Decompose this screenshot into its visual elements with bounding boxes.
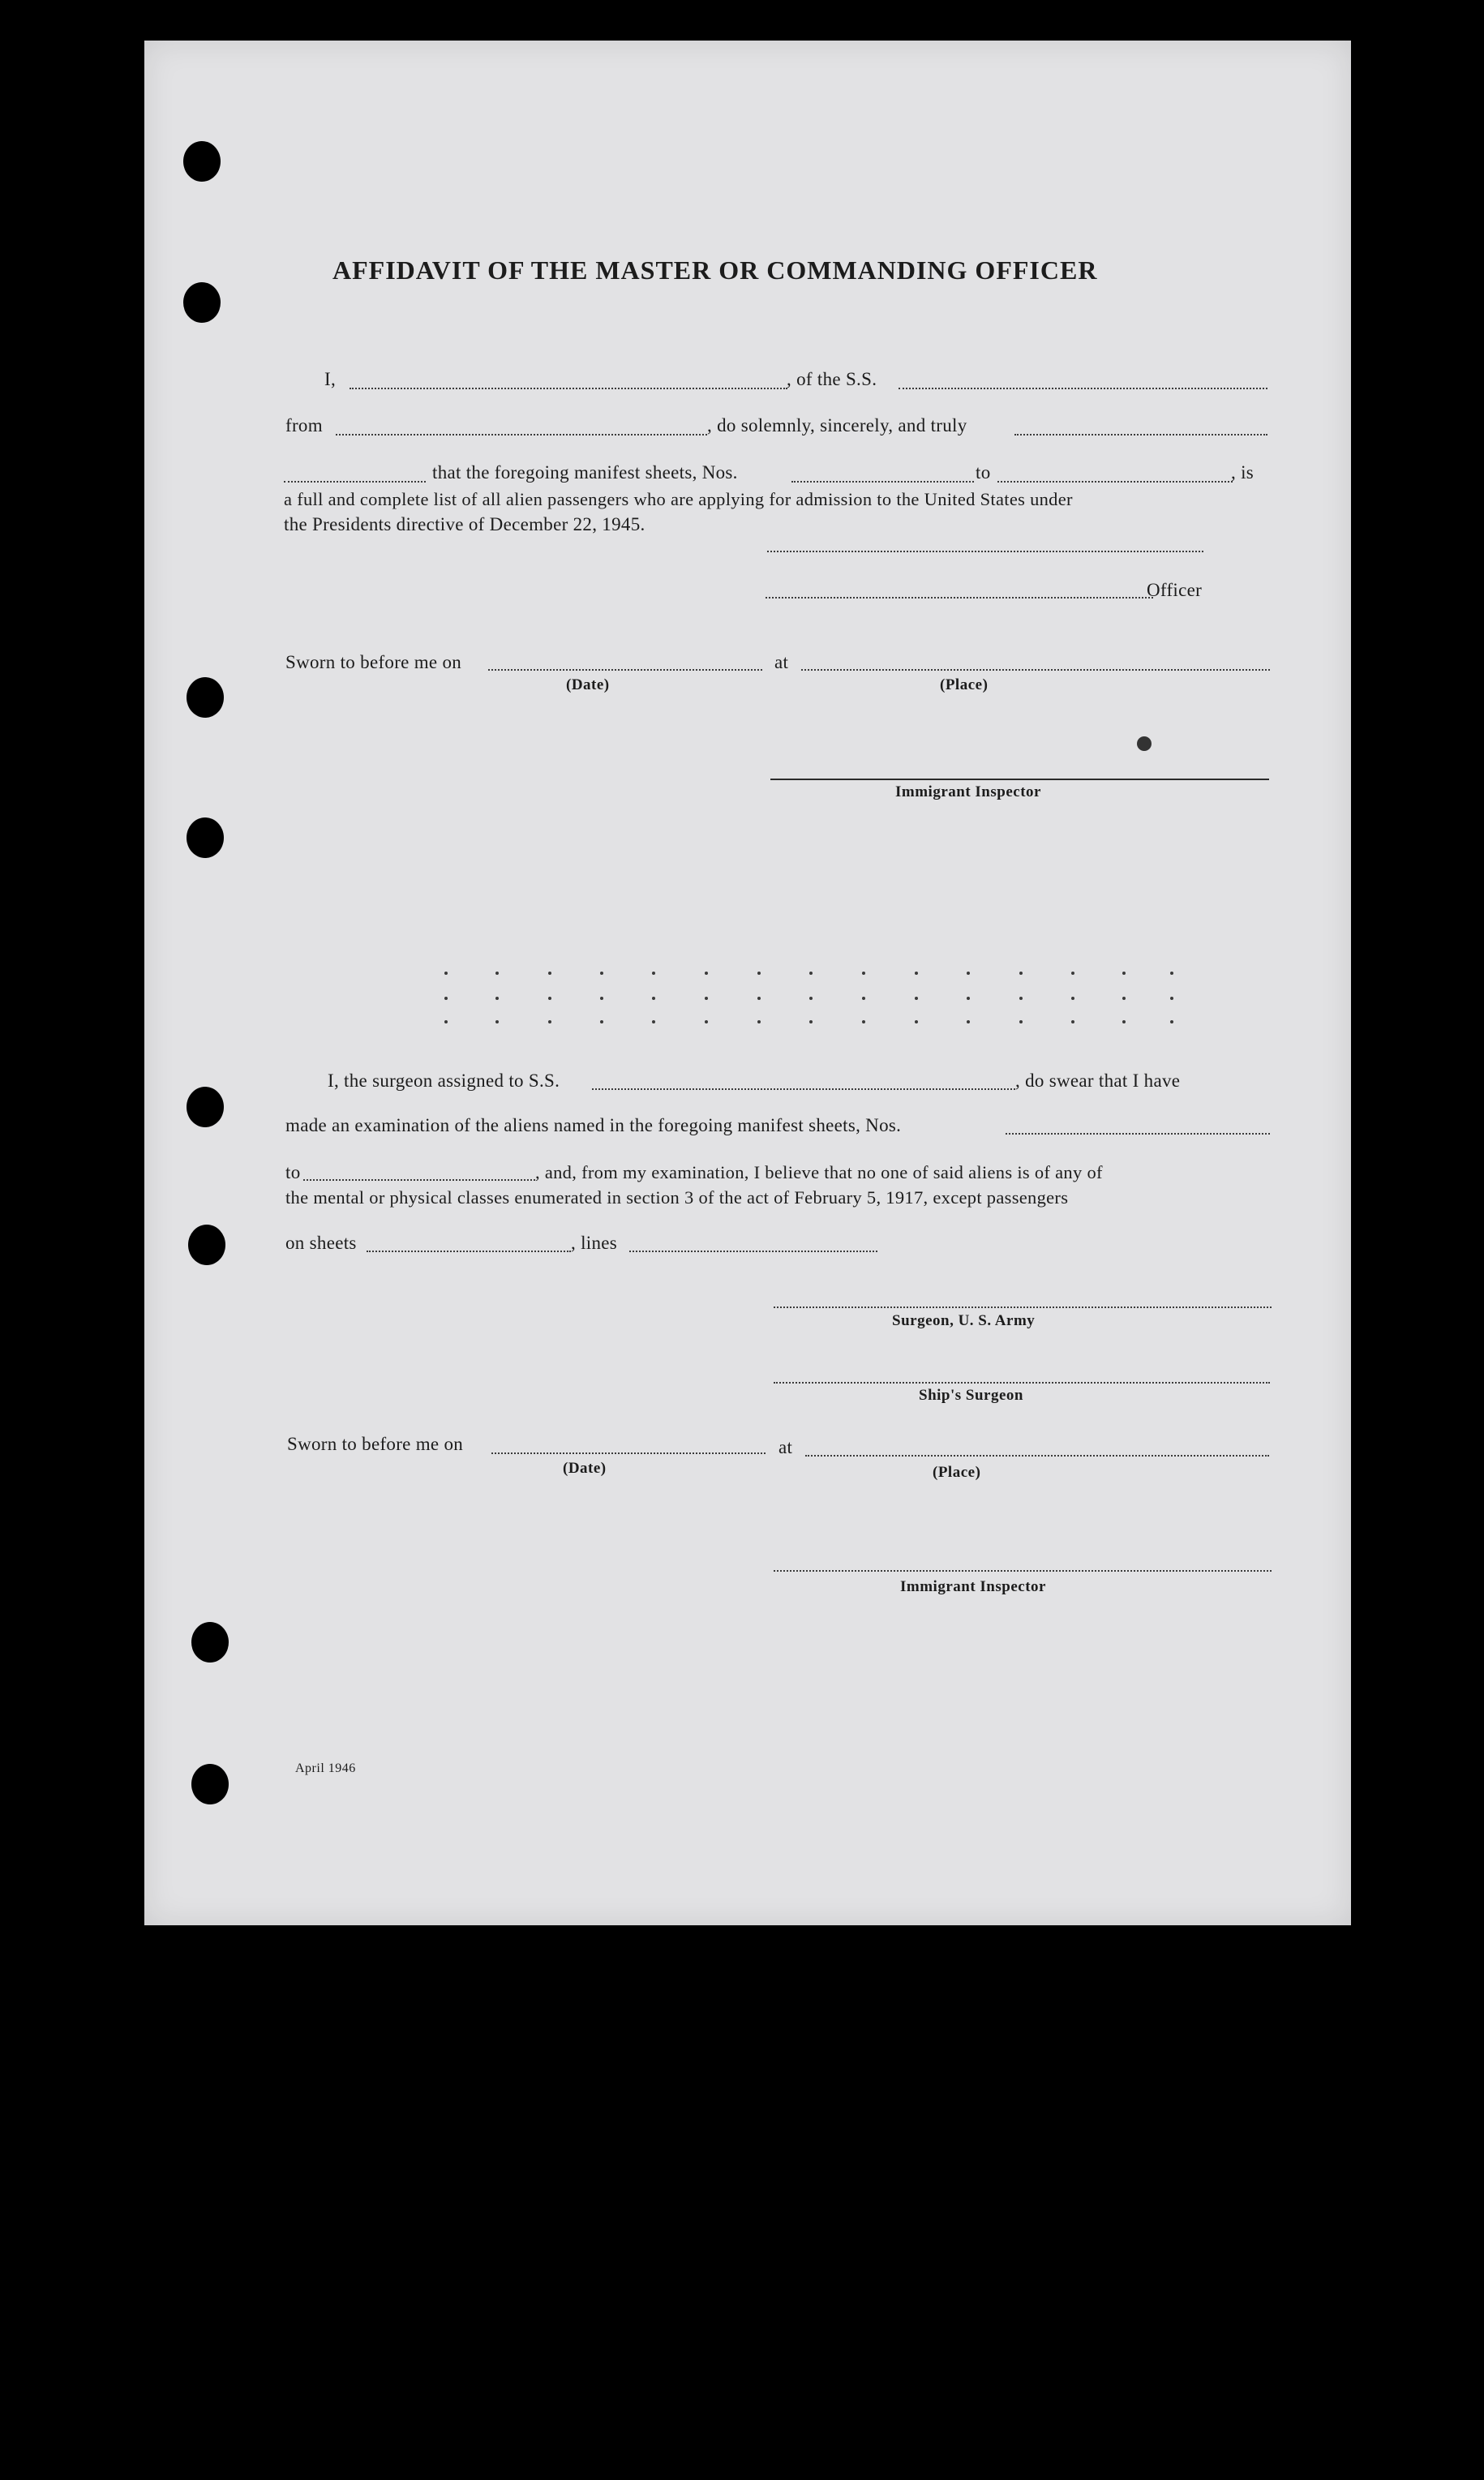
- ship-surgeon-label: Ship's Surgeon: [919, 1387, 1023, 1404]
- master-inspector-signature-line[interactable]: [770, 779, 1269, 780]
- master-line2-rest: , do solemnly, sincerely, and truly: [707, 415, 967, 436]
- ship-surgeon-signature-line[interactable]: [774, 1382, 1270, 1384]
- surgeon-place-caption: (Place): [933, 1464, 981, 1481]
- ink-blot: [1137, 736, 1152, 751]
- master-line5: the Presidents directive of December 22, 1945.: [284, 514, 645, 534]
- form-sheet: [144, 41, 1351, 1925]
- surgeon-sworn-date-field[interactable]: [491, 1452, 766, 1454]
- punch-hole: [191, 1622, 229, 1663]
- surgeon-date-caption: (Date): [563, 1460, 607, 1477]
- punch-hole: [187, 677, 224, 718]
- master-line3-to: to: [976, 462, 991, 483]
- surgeon-sheets-field[interactable]: [367, 1251, 571, 1252]
- army-surgeon-label: Surgeon, U. S. Army: [892, 1312, 1036, 1329]
- master-line1-i: I,: [324, 369, 337, 389]
- master-ship-field[interactable]: [899, 388, 1267, 389]
- surgeon-ship-field[interactable]: [592, 1088, 1015, 1090]
- surgeon-line1-a: I, the surgeon assigned to S.S.: [328, 1071, 560, 1091]
- form-revision-date: April 1946: [295, 1761, 356, 1775]
- surgeon-nos-from-field[interactable]: [1006, 1133, 1270, 1135]
- surgeon-inspector-label: Immigrant Inspector: [900, 1578, 1046, 1595]
- surgeon-nos-to-field[interactable]: [303, 1179, 535, 1181]
- surgeon-inspector-signature-line[interactable]: [774, 1570, 1272, 1572]
- officer-label: Officer: [1147, 580, 1203, 600]
- surgeon-line4: the mental or physical classes enumerated in section 3 of the act of February 5, 1917, except passengers: [285, 1187, 1069, 1208]
- punch-hole: [191, 1764, 229, 1804]
- master-inspector-label: Immigrant Inspector: [895, 783, 1041, 800]
- master-from-field[interactable]: [336, 434, 707, 436]
- master-line3-a: that the foregoing manifest sheets, Nos.: [432, 462, 738, 483]
- master-nos-to-field[interactable]: [997, 481, 1233, 483]
- master-nos-from-field[interactable]: [791, 481, 974, 483]
- surgeon-line3-b: , and, from my examination, I believe that no one of said aliens is of any of: [535, 1162, 1103, 1182]
- punch-hole: [187, 817, 224, 858]
- surgeon-sworn-label: Sworn to before me on: [287, 1434, 464, 1454]
- master-line1-ss: , of the S.S.: [787, 369, 877, 389]
- punch-hole: [188, 1225, 225, 1265]
- master-line2-from: from: [285, 415, 323, 436]
- officer-signature-line-2[interactable]: [766, 597, 1153, 599]
- punch-hole: [187, 1087, 224, 1127]
- master-line3-is: , is: [1231, 462, 1255, 483]
- master-date-caption: (Date): [566, 676, 610, 693]
- form-title: AFFIDAVIT OF THE MASTER OR COMMANDING OFFICER: [332, 255, 1098, 285]
- surgeon-line5-a: on sheets: [285, 1233, 357, 1253]
- surgeon-line1-b: , do swear that I have: [1015, 1071, 1181, 1091]
- officer-signature-line-1[interactable]: [767, 551, 1203, 552]
- master-sworn-label: Sworn to before me on: [285, 652, 462, 672]
- master-sworn-place-field[interactable]: [801, 669, 1270, 671]
- surgeon-line2: made an examination of the aliens named in the foregoing manifest sheets, Nos.: [285, 1115, 902, 1135]
- master-place-caption: (Place): [940, 676, 989, 693]
- surgeon-line3-to: to: [285, 1162, 301, 1182]
- punch-hole: [183, 141, 221, 182]
- surgeon-sworn-place-field[interactable]: [805, 1455, 1269, 1457]
- master-oath-field[interactable]: [1014, 434, 1267, 436]
- master-line4: a full and complete list of all alien passengers who are applying for admission to the United States under: [284, 489, 1073, 509]
- master-oath-cont-field[interactable]: [284, 481, 426, 483]
- army-surgeon-signature-line[interactable]: [774, 1307, 1272, 1308]
- surgeon-line5-b: , lines: [571, 1233, 618, 1253]
- master-name-field[interactable]: [350, 388, 787, 389]
- punch-hole: [183, 282, 221, 323]
- master-at-label: at: [774, 652, 789, 672]
- surgeon-lines-field[interactable]: [629, 1251, 877, 1252]
- master-sworn-date-field[interactable]: [488, 669, 762, 671]
- surgeon-at-label: at: [778, 1437, 793, 1457]
